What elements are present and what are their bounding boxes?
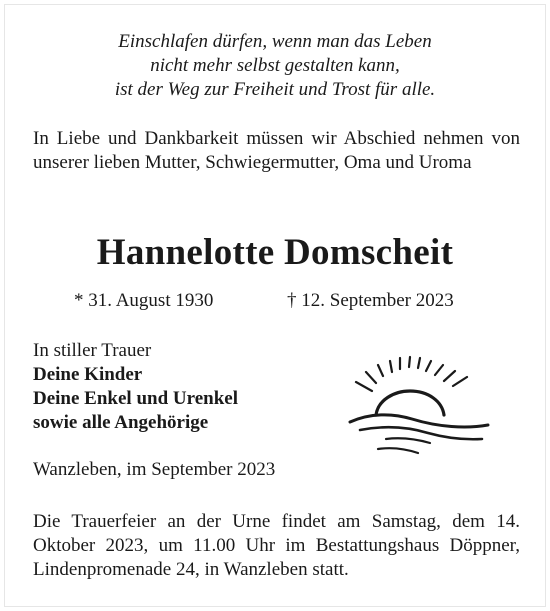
birth-date: * 31. August 1930 (74, 290, 214, 311)
poem-line: ist der Weg zur Freiheit und Trost für alle. (114, 79, 436, 100)
poem-line: Einschlafen dürfen, wenn man das Leben (118, 31, 432, 52)
poem-line: nicht mehr selbst gestalten kann, (150, 55, 400, 76)
mourners-heading: In stiller Trauer (33, 340, 152, 361)
mourner-name: Deine Kinder (33, 364, 143, 385)
poem (0, 30, 550, 102)
intro-text: In Liebe und Dankbarkeit müssen wir Abschied nehmen von unserer lieben Mutter, Schwiegermutter, Oma und Uroma (33, 128, 520, 173)
death-date: † 12. September 2023 (287, 290, 454, 311)
deceased-name: Hannelotte Domscheit (96, 232, 454, 273)
sunset-over-hills-icon (342, 355, 494, 457)
funeral-details: Die Trauerfeier an der Urne findet am Samstag, dem 14. Oktober 2023, um 11.00 Uhr im Bestattungshaus Döppner, Lindenpromenade 24, in Wanzleben statt. (33, 511, 520, 580)
mourners-block (33, 339, 333, 435)
mourner-name: sowie alle Angehörige (33, 412, 209, 433)
place-and-date: Wanzleben, im September 2023 (33, 459, 276, 480)
mourner-name: Deine Enkel und Urenkel (33, 388, 238, 409)
